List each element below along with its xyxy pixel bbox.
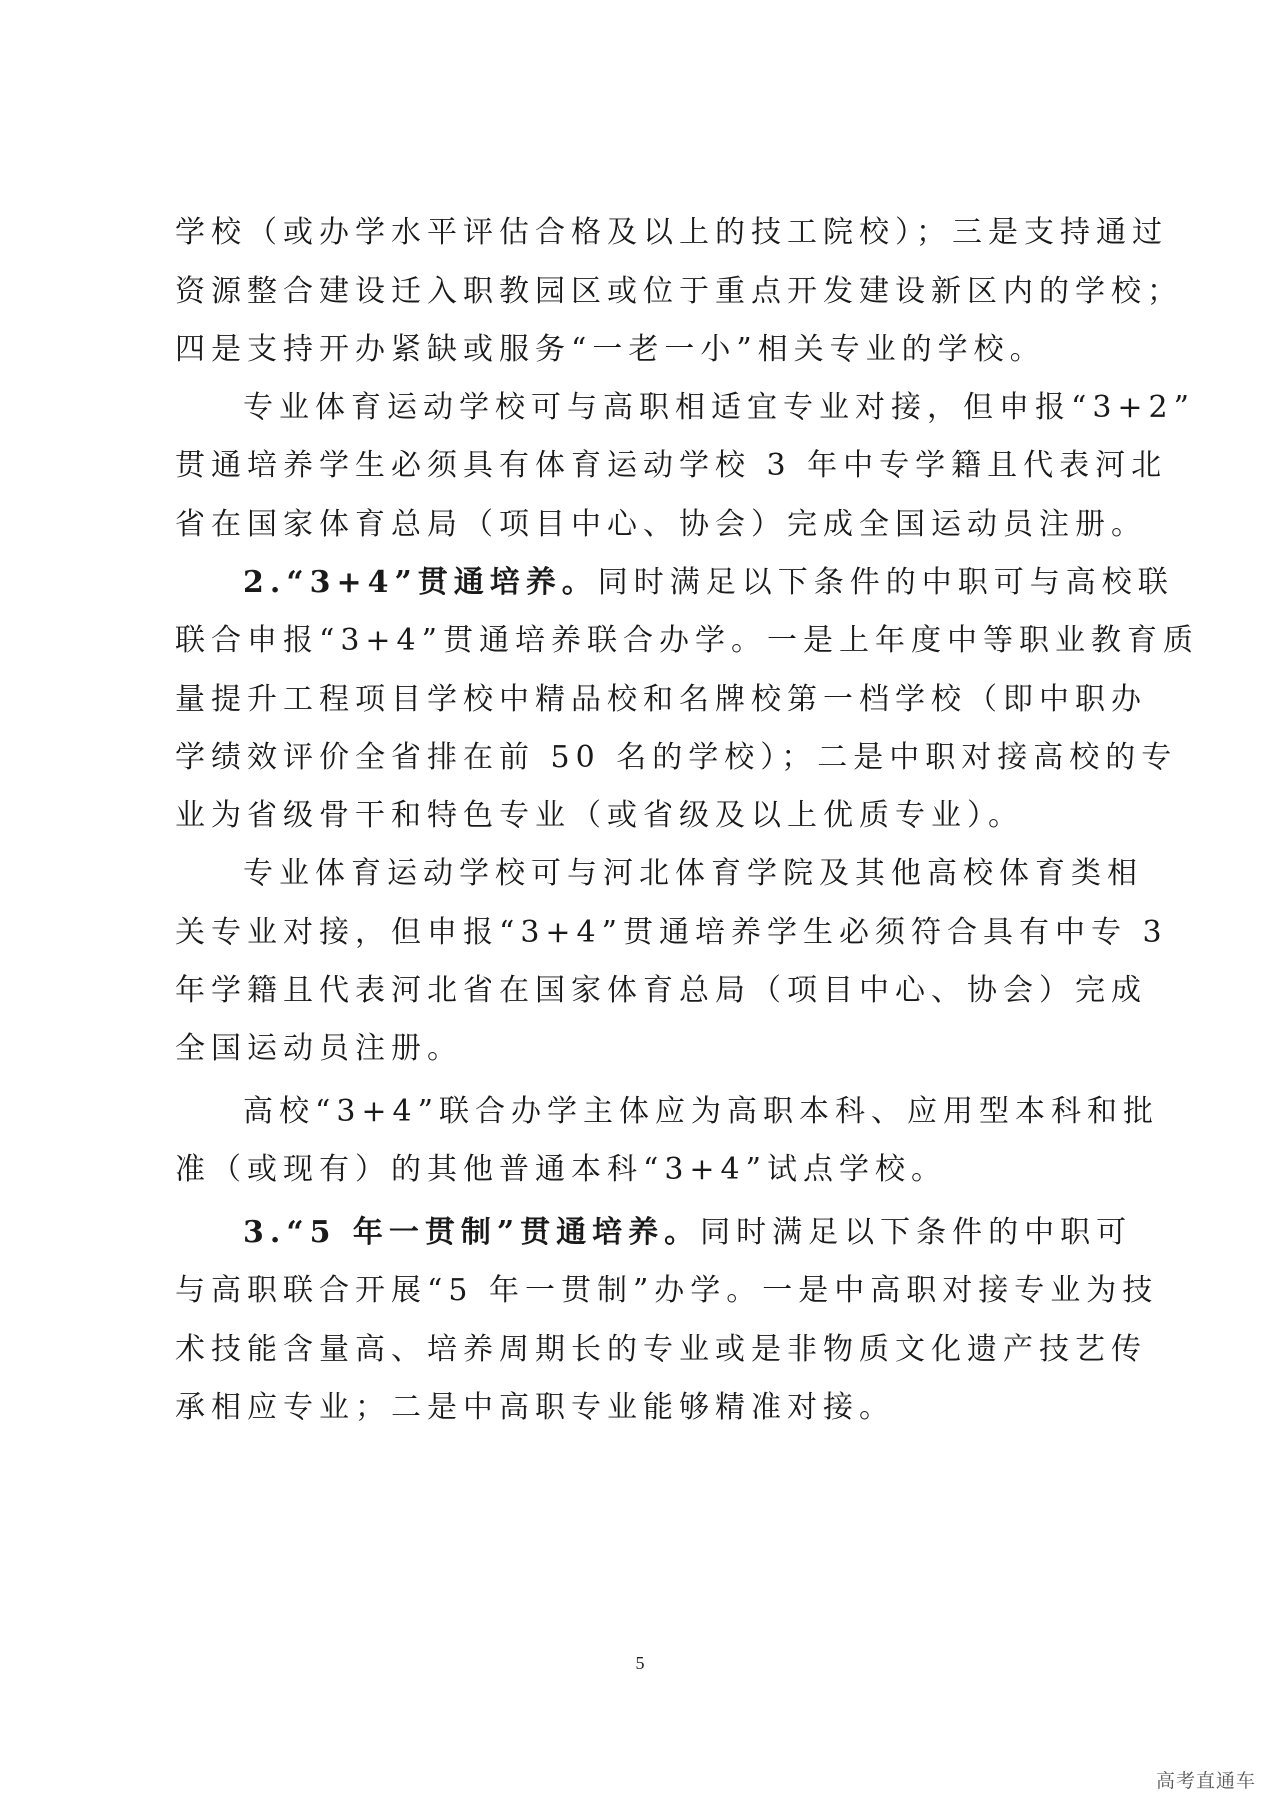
paragraph-line: 承相应专业；二是中高职专业能够精准对接。	[175, 1390, 895, 1425]
paragraph-line: 业为省级骨干和特色专业（或省级及以上优质专业）。	[175, 798, 1024, 833]
section-heading-2-title: 2.“3+4”贯通培养。	[243, 565, 598, 600]
paragraph-line: 专业体育运动学校可与河北体育学院及其他高校体育类相	[243, 856, 1143, 891]
watermark: 高考直通车	[1155, 1770, 1256, 1792]
paragraph-line: 关专业对接，但申报“3+4”贯通培养学生必须符合具有中专 3	[175, 915, 1168, 950]
paragraph-line: 量提升工程项目学校中精品校和名牌校第一档学校（即中职办	[175, 682, 1147, 717]
section-heading-3-text: 同时满足以下条件的中职可	[700, 1215, 1133, 1250]
paragraph-line: 准（或现有）的其他普通本科“3+4”试点学校。	[175, 1152, 947, 1187]
paragraph-line: 年学籍且代表河北省在国家体育总局（项目中心、协会）完成	[175, 973, 1147, 1008]
paragraph-line: 贯通培养学生必须具有体育运动学校 3 年中专学籍且代表河北	[175, 448, 1168, 483]
section-heading-3	[243, 1213, 1133, 1253]
paragraph-line: 联合申报“3+4”贯通培养联合办学。一是上年度中等职业教育质	[175, 623, 1199, 658]
section-heading-2-text: 同时满足以下条件的中职可与高校联	[597, 565, 1174, 600]
paragraph-line: 全国运动员注册。	[175, 1031, 463, 1066]
page-number: 5	[635, 1653, 645, 1673]
paragraph-line: 学校（或办学水平评估合格及以上的技工院校）；三是支持通过	[175, 215, 1168, 250]
section-heading-2	[243, 563, 1174, 603]
section-heading-3-title: 3.“5 年一贯制”贯通培养。	[243, 1215, 701, 1250]
paragraph-line: 学绩效评价全省排在前 50 名的学校）；二是中职对接高校的专	[175, 740, 1178, 775]
paragraph-line: 高校“3+4”联合办学主体应为高职本科、应用型本科和批	[243, 1094, 1159, 1129]
paragraph-line: 资源整合建设迁入职教园区或位于重点开发建设新区内的学校；	[175, 274, 1183, 309]
paragraph-line: 与高职联合开展“5 年一贯制”办学。一是中高职对接专业为技	[175, 1273, 1159, 1308]
paragraph-line: 专业体育运动学校可与高职相适宜专业对接，但申报“3+2”	[243, 390, 1195, 425]
paragraph-line: 术技能含量高、培养周期长的专业或是非物质文化遗产技艺传	[175, 1332, 1147, 1367]
paragraph-line: 四是支持开办紧缺或服务“一老一小”相关专业的学校。	[175, 332, 1046, 367]
paragraph-line: 省在国家体育总局（项目中心、协会）完成全国运动员注册。	[175, 507, 1147, 542]
